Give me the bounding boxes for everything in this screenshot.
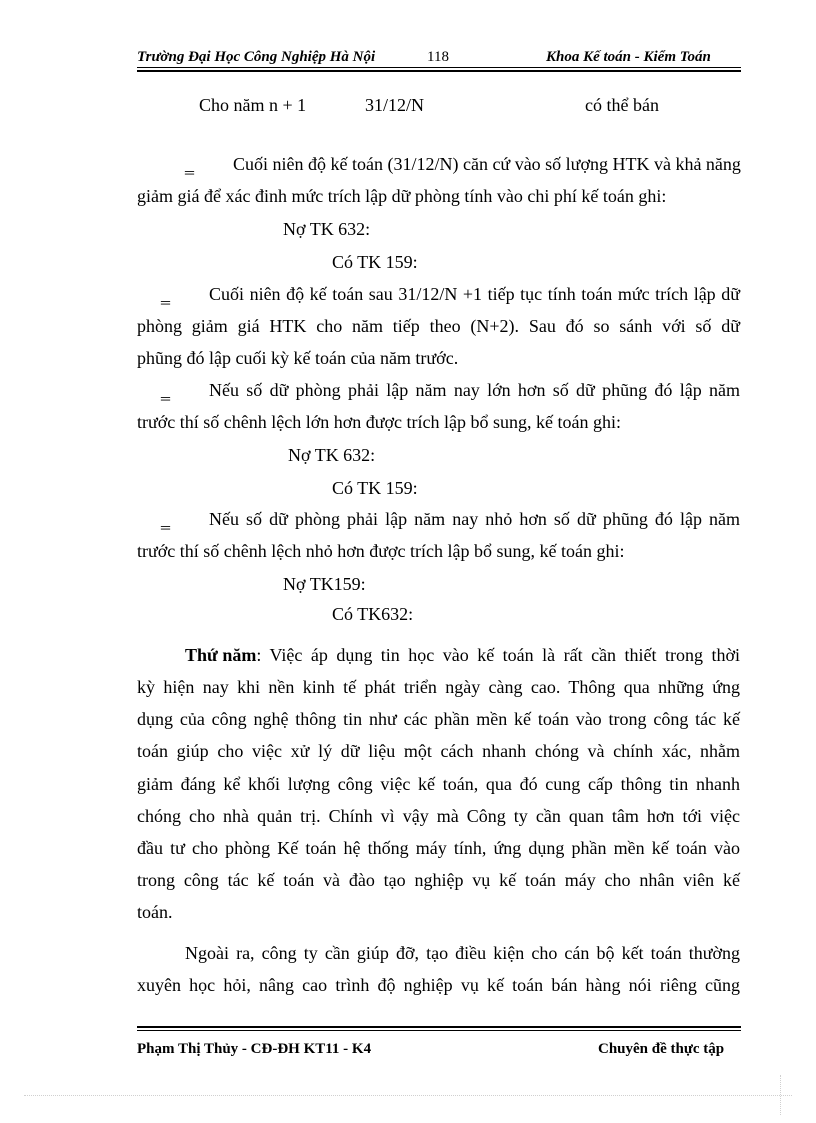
para5-line2: kỳ hiện nay khi nền kinh tế phát triển ngày càng cao. Thông qua những ứng [137, 677, 740, 697]
page-number: 118 [427, 49, 449, 65]
para2-line3: phũng đó lập cuối kỳ kế toán của năm trước. [137, 348, 459, 368]
para4-line1: ‗ Nếu số dữ phòng phải lập năm nay nhỏ hơn số dữ phũng đó lập năm [161, 509, 740, 529]
para2-line1: ‗ Cuối niên độ kế toán sau 31/12/N +1 tiếp tục tính toán mức trích lập dữ [161, 284, 740, 304]
header-school-name: Trường Đại Học Công Nghiệp Hà Nội [137, 49, 376, 65]
footer-rule-thick [137, 1026, 741, 1028]
entry2-debit: Nợ TK 632: [288, 445, 376, 465]
para5-line4: toán giúp cho việc xử lý dữ liệu một cách nhanh chóng và chính xác, nhằm [137, 741, 740, 761]
entry3-debit: Nợ TK159: [283, 574, 366, 594]
row-note: có thể bán [585, 95, 659, 115]
para5-line1: Thứ năm: Việc áp dụng tin học vào kế toán là rất cần thiết trong thời [185, 645, 740, 665]
entry1-credit: Có TK 159: [332, 252, 418, 272]
para1-line1: ‗ Cuối niên độ kế toán (31/12/N) căn cứ vào số lượng HTK và khả năng [185, 154, 741, 174]
para5-line7: đầu tư cho phòng Kế toán hệ thống máy tính, ứng dụng phần mền kế toán vào [137, 838, 740, 858]
para5-line9: toán. [137, 902, 173, 922]
para6-line2: xuyên học hỏi, nâng cao trình độ nghiệp vụ kế toán bán hàng nói riêng cũng [137, 975, 740, 995]
para5-label: Thứ năm [185, 645, 257, 665]
dash-bullet: ‗ [161, 284, 170, 304]
para1-line2: giảm giá để xác đinh mức trích lập dữ phòng tính vào chi phí kế toán ghi: [137, 186, 667, 206]
header-rule-thin [137, 67, 741, 68]
para5-line5: giảm đáng kể khối lượng công việc kế toán, qua đó cung cấp thông tin nhanh [137, 774, 740, 794]
para6-line1: Ngoài ra, công ty cần giúp đỡ, tạo điều kiện cho cán bộ kết toán thường [185, 943, 740, 963]
entry1-debit: Nợ TK 632: [283, 219, 371, 239]
para3-line1: ‗ Nếu số dữ phòng phải lập năm nay lớn hơn số dữ phũng đó lập năm [161, 380, 740, 400]
page-edge-dots-vertical [780, 1075, 781, 1115]
footer-rule-thin [137, 1030, 741, 1031]
para2-line2: phòng giảm giá HTK cho năm tiếp theo (N+2). Sau đó so sánh với số dữ [137, 316, 740, 336]
para5-line6: chóng cho nhà quản trị. Chính vì vậy mà Công ty cần quan tâm hơn tới việc [137, 806, 740, 826]
para5-line8: trong công tác kế toán và đào tạo nghiệp vụ kế toán máy cho nhân viên kế [137, 870, 740, 890]
para3-line2: trước thí số chênh lệch lớn hơn được trích lập bổ sung, kế toán ghi: [137, 412, 621, 432]
dash-bullet: ‗ [161, 380, 170, 400]
entry3-credit: Có TK632: [332, 604, 414, 624]
row-date: 31/12/N [365, 95, 425, 115]
page-edge-dots [24, 1095, 792, 1096]
para5-line3: dụng của công nghệ thông tin như các phần mền kế toán vào trong công tác kế [137, 709, 740, 729]
header-rule-thick [137, 70, 741, 72]
entry2-credit: Có TK 159: [332, 478, 418, 498]
para4-line2: trước thí số chênh lệch nhỏ hơn được trích lập bổ sung, kế toán ghi: [137, 541, 625, 561]
footer-doc-type: Chuyên đề thực tập [598, 1041, 725, 1057]
dash-bullet: ‗ [161, 509, 170, 529]
footer-author: Phạm Thị Thủy - CĐ-ĐH KT11 - K4 [137, 1041, 372, 1057]
row-label-year: Cho năm n + 1 [199, 95, 307, 115]
dash-bullet: ‗ [185, 154, 194, 174]
header-department: Khoa Kế toán - Kiểm Toán [546, 49, 711, 65]
